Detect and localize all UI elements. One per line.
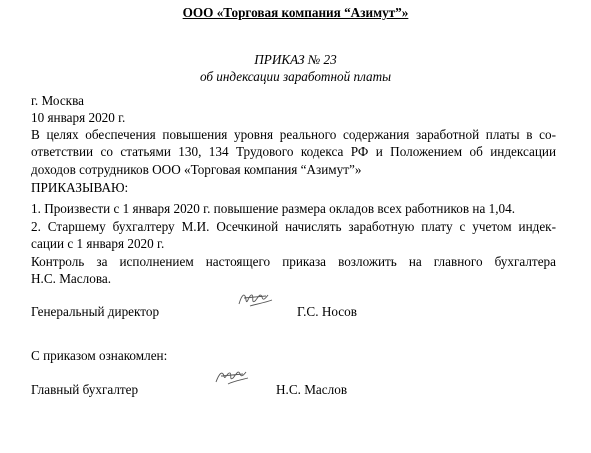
control-line-1: Контроль за исполнением настоящего приказа возложить на главного бухгалтера: [31, 254, 556, 269]
order-word: ПРИКАЗЫВАЮ:: [31, 180, 129, 195]
director-signature: [236, 286, 276, 312]
control-line-2: Н.С. Маслова.: [31, 271, 112, 286]
preamble-line-3: доходов сотрудников ООО «Торговая компания “Азимут”»: [31, 162, 362, 177]
company-name: ООО «Торговая компания “Азимут”»: [182, 5, 409, 20]
accountant-name: Н.С. Маслов: [276, 382, 348, 397]
director-title: Генеральный директор: [31, 304, 160, 319]
order-title: ПРИКАЗ № 23: [254, 52, 337, 67]
order-item-2: 2. Старшему бухгалтеру М.И. Осечкиной начислять заработную плату с учетом индек-: [31, 219, 556, 234]
city: г. Москва: [31, 93, 84, 108]
accountant-title: Главный бухгалтер: [31, 382, 139, 397]
preamble-line-2: ответствии со статьями 130, 134 Трудового кодекса РФ и Положением об индексации: [31, 144, 556, 159]
order-date: 10 января 2020 г.: [31, 110, 126, 125]
order-item-2-cont: сации с 1 января 2020 г.: [31, 236, 165, 251]
accountant-signature: [212, 362, 252, 388]
director-name: Г.С. Носов: [297, 304, 357, 319]
acquainted-label: С приказом ознакомлен:: [31, 348, 168, 363]
order-item-1: 1. Произвести с 1 января 2020 г. повышение размера окладов всех работников на 1,04.: [31, 201, 515, 216]
order-subject: об индексации заработной платы: [199, 69, 392, 84]
preamble-line-1: В целях обеспечения повышения уровня реального содержания заработной платы в со-: [31, 127, 556, 142]
